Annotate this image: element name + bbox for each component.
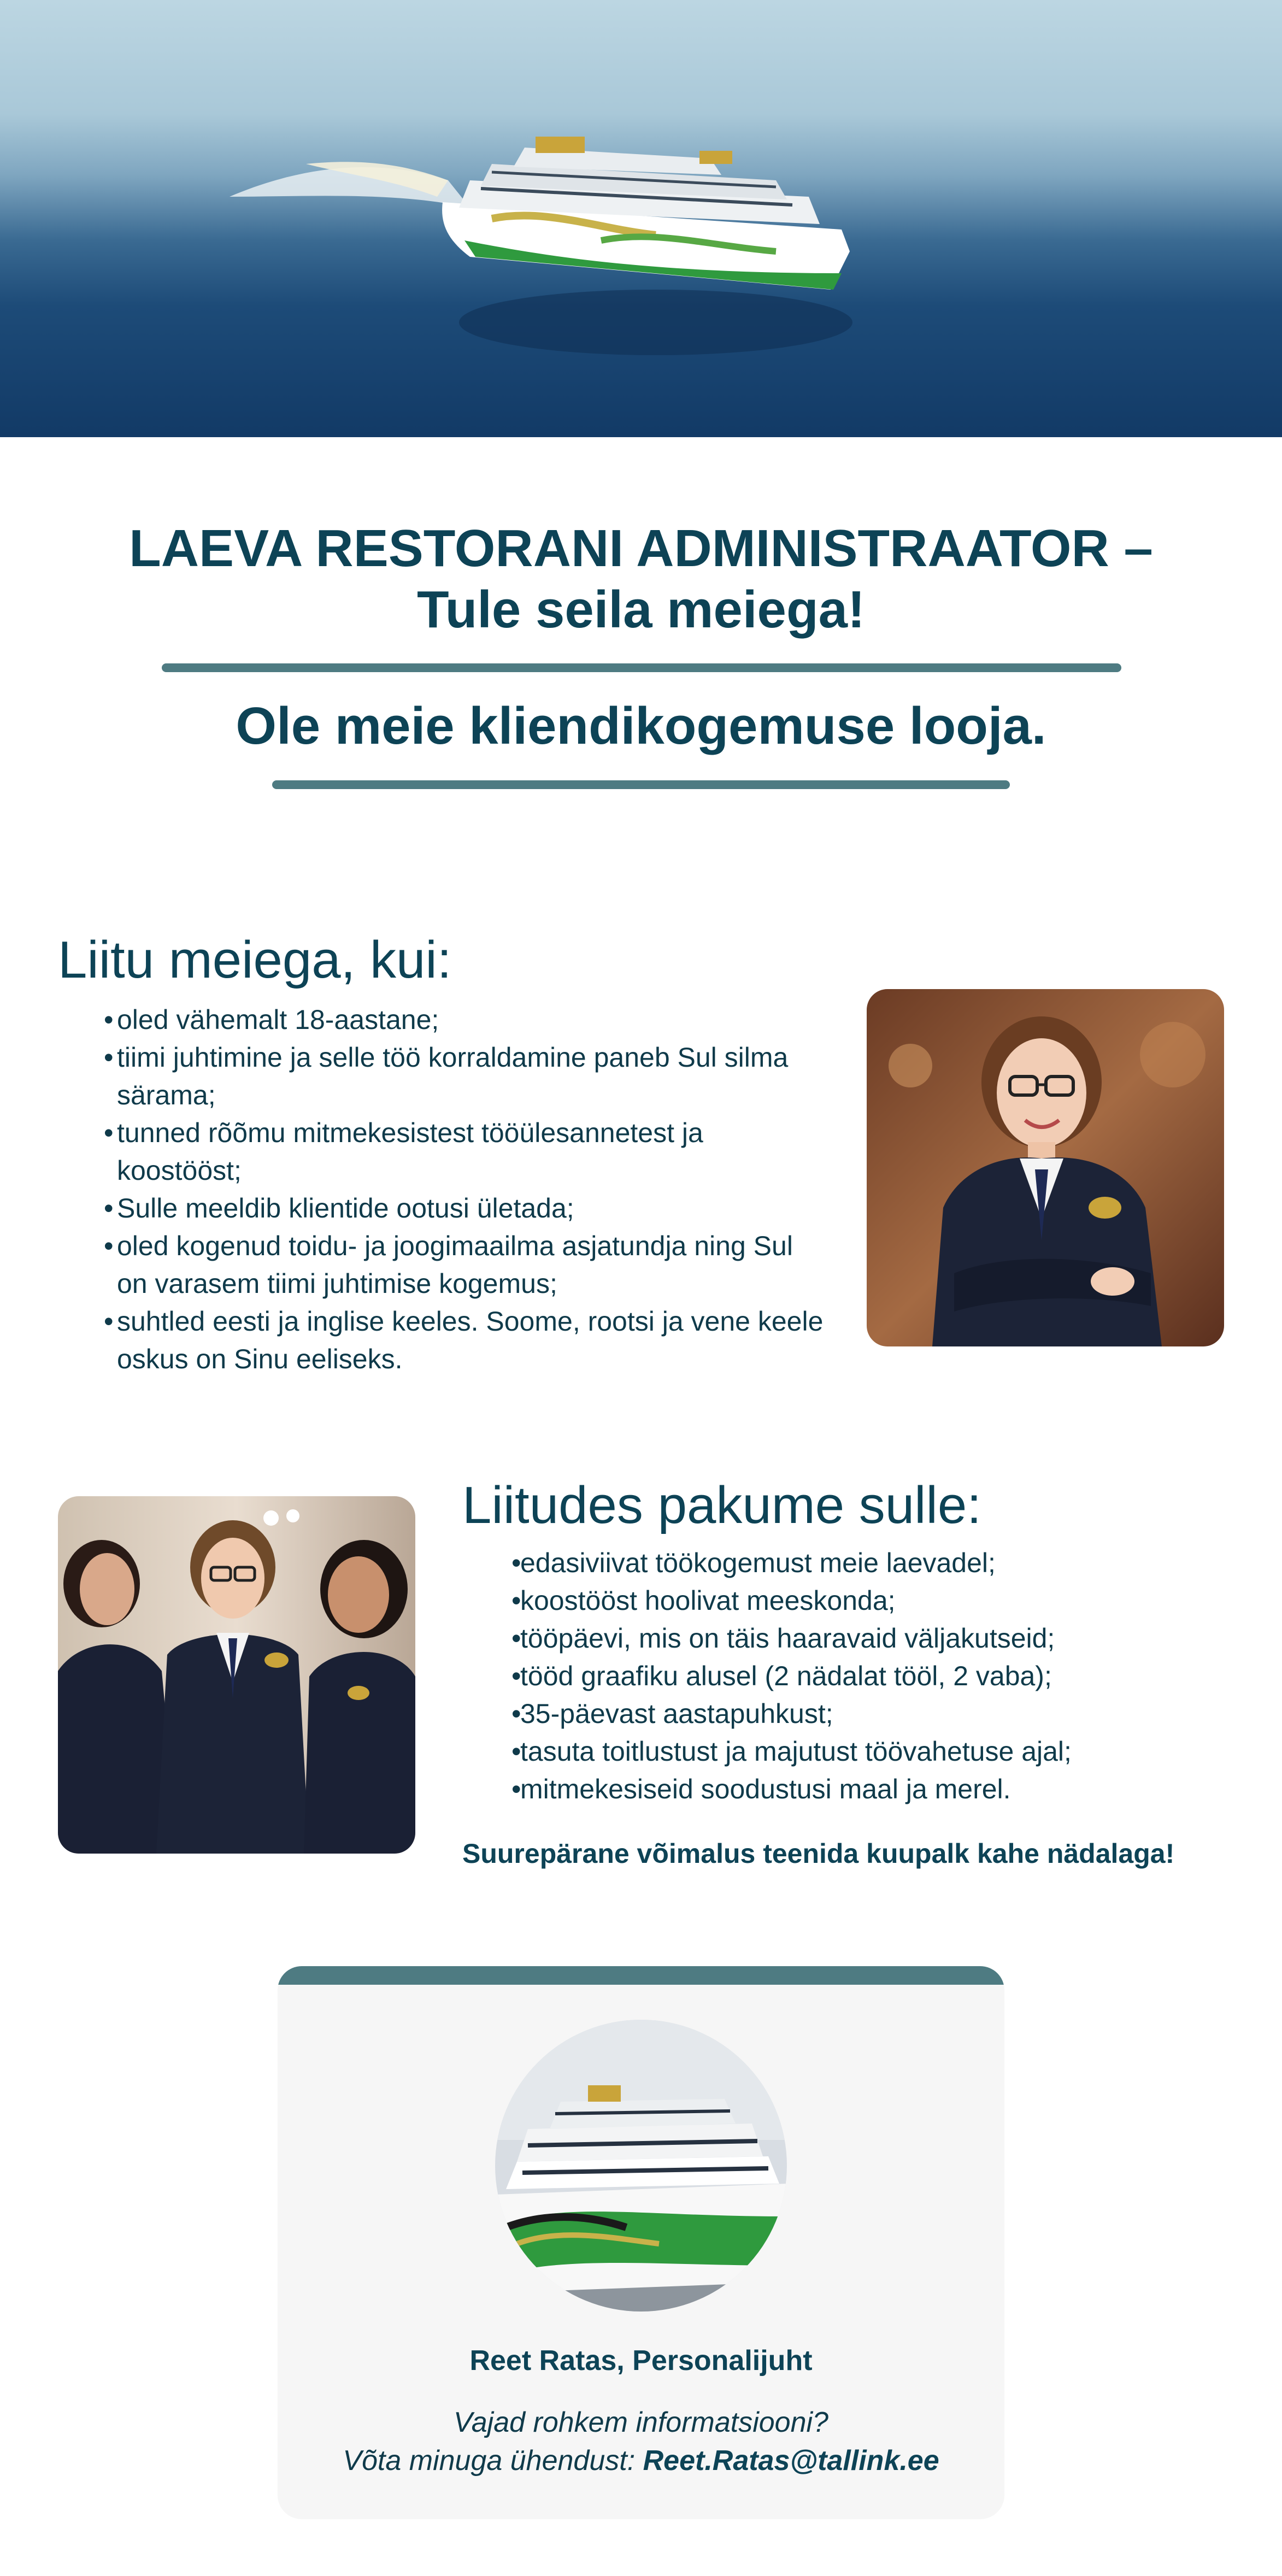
list-item: • tööd graafiku alusel (2 nädalat tööl, 2 vaba); — [511, 1657, 1238, 1695]
hero-ferry-image — [0, 0, 1282, 437]
list-item: • oled vähemalt 18-aastane; — [104, 1001, 831, 1039]
contact-question: Vajad rohkem informatsiooni? — [454, 2407, 828, 2438]
subtitle-divider — [272, 780, 1010, 789]
title-divider — [162, 663, 1121, 672]
contact-name: Reet Ratas, Personalijuht — [469, 2345, 813, 2377]
list-item: • oled kogenud toidu- ja joogimaailma asjatundja ning Sul on varasem tiimi juhtimise kogemus; — [104, 1227, 831, 1303]
list-item: • tasuta toitlustust ja majutust töövahetuse ajal; — [511, 1733, 1238, 1771]
ferry-illustration — [0, 0, 1282, 437]
list-item: • edasiviivat töökogemust meie laevadel; — [511, 1544, 1238, 1582]
contact-line-prefix: Võta minuga ühendust: — [343, 2445, 643, 2477]
crew-members-photo — [58, 1496, 415, 1854]
contact-avatar-ship — [495, 2020, 787, 2312]
list-item: • suhtled eesti ja inglise keeles. Soome, rootsi ja vene keele oskus on Sinu eeliseks. — [104, 1303, 831, 1378]
list-item: • 35-päevast aastapuhkust; — [511, 1695, 1238, 1733]
list-item: • koostööst hoolivat meeskonda; — [511, 1582, 1238, 1620]
contact-line — [278, 2442, 1004, 2480]
offer-heading: Liitudes pakume sulle: — [462, 1476, 981, 1534]
list-item: • mitmekesiseid soodustusi maal ja merel. — [511, 1771, 1238, 1808]
title-line-2: Tule seila meiega! — [417, 580, 865, 639]
salary-highlight: Suurepärane võimalus teenida kuupalk kahe nädalaga! — [462, 1838, 1175, 1869]
card-top-bar — [278, 1966, 1004, 1985]
join-requirements-list — [104, 1001, 831, 1378]
list-item: • tunned rõõmu mitmekesistest tööülesannetest ja koostööst; — [104, 1114, 831, 1190]
list-item: • Sulle meeldib klientide ootusi ületada; — [104, 1190, 831, 1227]
contact-card — [278, 1966, 1004, 2519]
join-heading: Liitu meiega, kui: — [58, 931, 452, 989]
list-item: • tiimi juhtimine ja selle töö korraldamine paneb Sul silma särama; — [104, 1039, 831, 1114]
officer-portrait-photo — [867, 989, 1224, 1346]
page-subtitle: Ole meie kliendikogemuse looja. — [236, 697, 1046, 755]
page-title — [0, 518, 1282, 640]
list-item: • tööpäevi, mis on täis haaravaid väljakutseid; — [511, 1620, 1238, 1657]
title-line-1: LAEVA RESTORANI ADMINISTRAATOR – — [129, 519, 1153, 578]
offer-benefits-list — [511, 1544, 1238, 1808]
contact-email-link[interactable]: Reet.Ratas@tallink.ee — [643, 2445, 939, 2477]
